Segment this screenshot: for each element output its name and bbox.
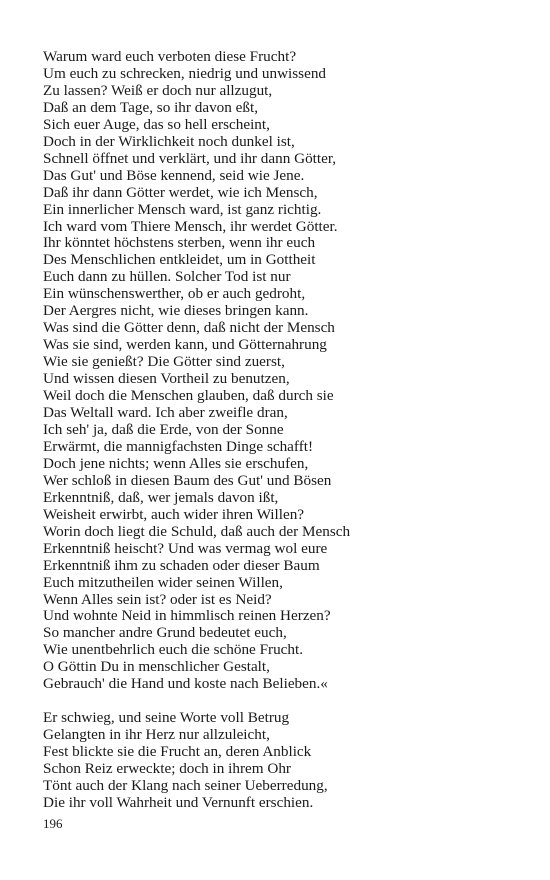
verse-line: Was sind die Götter denn, daß nicht der Mensch bbox=[43, 319, 335, 337]
verse-line: Ich ward vom Thiere Mensch, ihr werdet Götter. bbox=[43, 217, 338, 235]
verse-line: Das Gut' und Böse kennend, seid wie Jene. bbox=[43, 166, 305, 184]
verse-line: Wer schloß in diesen Baum des Gut' und Bösen bbox=[43, 471, 332, 489]
verse-line: Tönt auch der Klang nach seiner Ueberredung, bbox=[43, 777, 328, 795]
verse-line: Schnell öffnet und verklärt, und ihr dann Götter, bbox=[43, 149, 337, 167]
verse-line: Daß an dem Tage, so ihr davon eßt, bbox=[43, 98, 259, 116]
verse-line: Ihr könntet höchstens sterben, wenn ihr euch bbox=[43, 234, 316, 252]
verse-line: Gebrauch' die Hand und koste nach Belieben.« bbox=[43, 675, 328, 693]
verse-line: Warum ward euch verboten diese Frucht? bbox=[43, 48, 297, 65]
verse-line: Erkenntniß ihm zu schaden oder dieser Baum bbox=[43, 556, 320, 574]
verse-line: Weil doch die Menschen glauben, daß durch sie bbox=[43, 387, 334, 405]
verse-line: Schon Reiz erweckte; doch in ihrem Ohr bbox=[43, 760, 291, 778]
verse-line: Die ihr voll Wahrheit und Vernunft erschien. bbox=[43, 793, 314, 811]
verse-line: Und wissen diesen Vortheil zu benutzen, bbox=[43, 370, 290, 388]
verse-line: Daß ihr dann Götter werdet, wie ich Mensch, bbox=[43, 183, 318, 201]
verse-line: Ich seh' ja, daß die Erde, von der Sonne bbox=[43, 420, 284, 438]
verse-line: Des Menschlichen entkleidet, um in Gottheit bbox=[43, 251, 316, 269]
verse-line: Um euch zu schrecken, niedrig und unwissend bbox=[43, 64, 327, 82]
verse-line: Wenn Alles sein ist? oder ist es Neid? bbox=[43, 590, 272, 608]
verse-line: Das Weltall ward. Ich aber zweifle dran, bbox=[43, 404, 288, 422]
stanza bbox=[43, 49, 523, 693]
verse-line: Ein innerlicher Mensch ward, ist ganz richtig. bbox=[43, 200, 322, 218]
verse-line: Worin doch liegt die Schuld, daß auch der Mensch bbox=[43, 522, 351, 540]
verse-line: Euch dann zu hüllen. Solcher Tod ist nur bbox=[43, 268, 291, 286]
verse-line: Der Aergres nicht, wie dieses bringen kann. bbox=[43, 302, 309, 320]
verse-line: Doch jene nichts; wenn Alles sie erschufen, bbox=[43, 454, 309, 472]
verse-line: Fest blickte sie die Frucht an, deren Anblick bbox=[43, 743, 312, 761]
verse-line: Sich euer Auge, das so hell erscheint, bbox=[43, 115, 270, 133]
verse-line: Wie unentbehrlich euch die schöne Frucht. bbox=[43, 641, 304, 659]
verse-line: Was sie sind, werden kann, und Götternahrung bbox=[43, 336, 327, 354]
verse-line: Zu lassen? Weiß er doch nur allzugut, bbox=[43, 81, 273, 99]
stanza bbox=[43, 710, 523, 812]
verse-line: Erkenntniß, daß, wer jemals davon ißt, bbox=[43, 488, 279, 506]
verse-line: So mancher andre Grund bedeutet euch, bbox=[43, 624, 287, 642]
poem-text-block bbox=[43, 49, 523, 812]
verse-line: Gelangten in ihr Herz nur allzuleicht, bbox=[43, 726, 270, 744]
verse-line: Erwärmt, die mannigfachsten Dinge schafft! bbox=[43, 437, 314, 455]
verse-line: Weisheit erwirbt, auch wider ihren Willen? bbox=[43, 505, 305, 523]
verse-line: Er schwieg, und seine Worte voll Betrug bbox=[43, 709, 290, 727]
page-number: 196 bbox=[43, 816, 63, 831]
verse-line: Und wohnte Neid in himmlisch reinen Herzen? bbox=[43, 607, 331, 625]
verse-line: Ein wünschenswerther, ob er auch gedroht, bbox=[43, 285, 306, 303]
verse-line: Erkenntniß heischt? Und was vermag wol eure bbox=[43, 539, 328, 557]
verse-line: Wie sie genießt? Die Götter sind zuerst, bbox=[43, 353, 285, 371]
verse-line: O Göttin Du in menschlicher Gestalt, bbox=[43, 658, 270, 676]
verse-line: Euch mitzutheilen wider seinen Willen, bbox=[43, 573, 283, 591]
verse-line: Doch in der Wirklichkeit noch dunkel ist, bbox=[43, 132, 295, 150]
